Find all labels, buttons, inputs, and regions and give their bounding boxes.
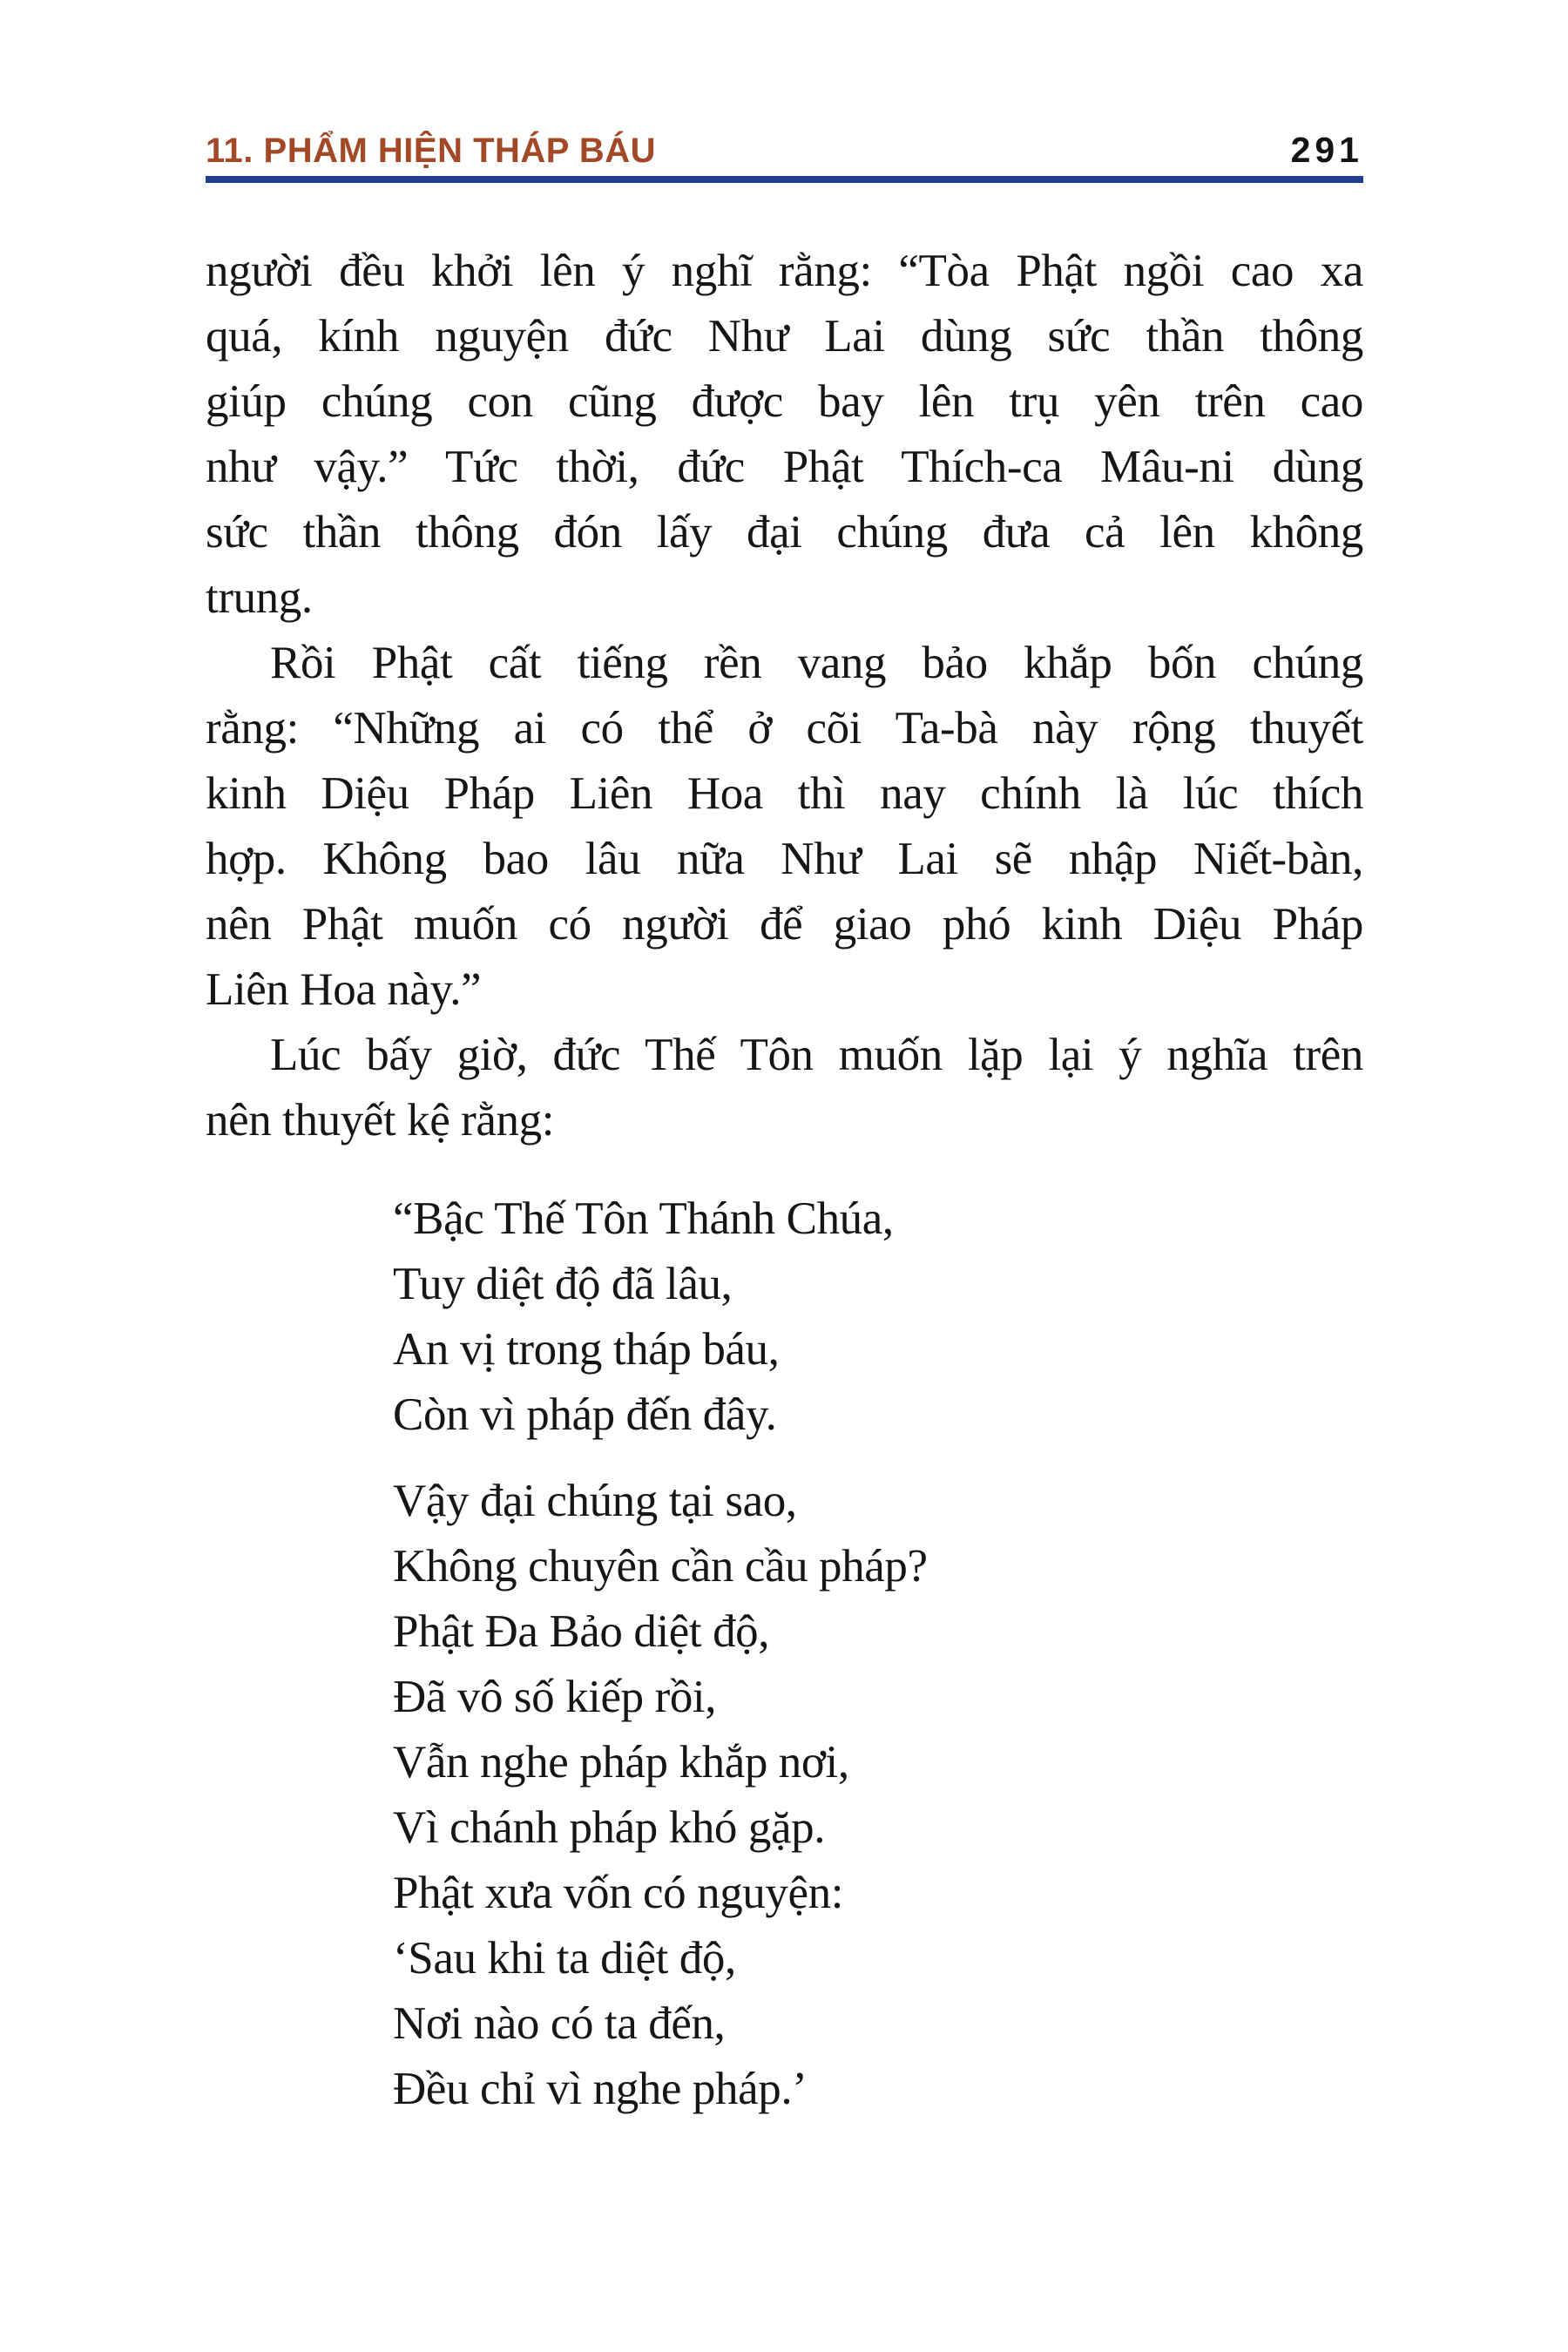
- text-line: nên thuyết kệ rằng:: [206, 1095, 555, 1146]
- verse-line: “Bậc Thế Tôn Thánh Chúa,: [393, 1193, 894, 1244]
- paragraph-1: [206, 239, 1363, 631]
- verse-line: Phật xưa vốn có nguyện:: [393, 1868, 844, 1918]
- text-line: người đều khởi lên ý nghĩ rằng: “Tòa Phật ngồi cao xa: [206, 246, 1363, 296]
- verse-line: Vậy đại chúng tại sao,: [393, 1476, 797, 1526]
- stanza-1: [393, 1186, 1363, 1448]
- verse-line: Không chuyên cần cầu pháp?: [393, 1541, 928, 1592]
- paragraph-3: [206, 1023, 1363, 1153]
- text-line: kinh Diệu Pháp Liên Hoa thì nay chính là lúc thích: [206, 768, 1363, 819]
- text-line: quá, kính nguyện đức Như Lai dùng sức thần thông: [206, 311, 1363, 362]
- verse-line: Tuy diệt độ đã lâu,: [393, 1259, 733, 1309]
- text-line: Rồi Phật cất tiếng rền vang bảo khắp bốn chúng: [270, 638, 1363, 688]
- verse-line: Vì chánh pháp khó gặp.: [393, 1802, 826, 1853]
- verse-line: An vị trong tháp báu,: [393, 1324, 780, 1375]
- text-line: như vậy.” Tức thời, đức Phật Thích-ca Mâu-ni dùng: [206, 442, 1363, 492]
- text-line: giúp chúng con cũng được bay lên trụ yên trên cao: [206, 376, 1363, 427]
- verse-line: Phật Đa Bảo diệt độ,: [393, 1606, 770, 1657]
- header-rule: [206, 176, 1363, 183]
- text-line: Liên Hoa này.”: [206, 964, 482, 1015]
- text-line: hợp. Không bao lâu nữa Như Lai sẽ nhập Niết-bàn,: [206, 834, 1363, 884]
- text-line: rằng: “Những ai có thể ở cõi Ta-bà này rộng thuyết: [206, 703, 1363, 754]
- text-line: sức thần thông đón lấy đại chúng đưa cả lên không: [206, 507, 1363, 558]
- verse-line: Đã vô số kiếp rồi,: [393, 1672, 717, 1722]
- verse: [393, 1186, 1363, 2122]
- body-text: [206, 239, 1363, 2122]
- stanza-2: [393, 1469, 1363, 2122]
- chapter-title: 11. PHẨM HIỆN THÁP BÁU: [206, 132, 657, 170]
- paragraph-2: [206, 631, 1363, 1023]
- page-header: [206, 131, 1363, 170]
- text-line: nên Phật muốn có người để giao phó kinh Diệu Pháp: [206, 899, 1363, 950]
- page-number: 291: [1290, 130, 1363, 170]
- verse-line: ‘Sau khi ta diệt độ,: [393, 1933, 736, 1984]
- text-line: Lúc bấy giờ, đức Thế Tôn muốn lặp lại ý nghĩa trên: [270, 1030, 1363, 1080]
- verse-line: Nơi nào có ta đến,: [393, 1998, 726, 2049]
- verse-line: Vẫn nghe pháp khắp nơi,: [393, 1737, 849, 1788]
- text-line: trung.: [206, 572, 313, 623]
- verse-line: Đều chỉ vì nghe pháp.’: [393, 2064, 808, 2114]
- verse-line: Còn vì pháp đến đây.: [393, 1389, 777, 1440]
